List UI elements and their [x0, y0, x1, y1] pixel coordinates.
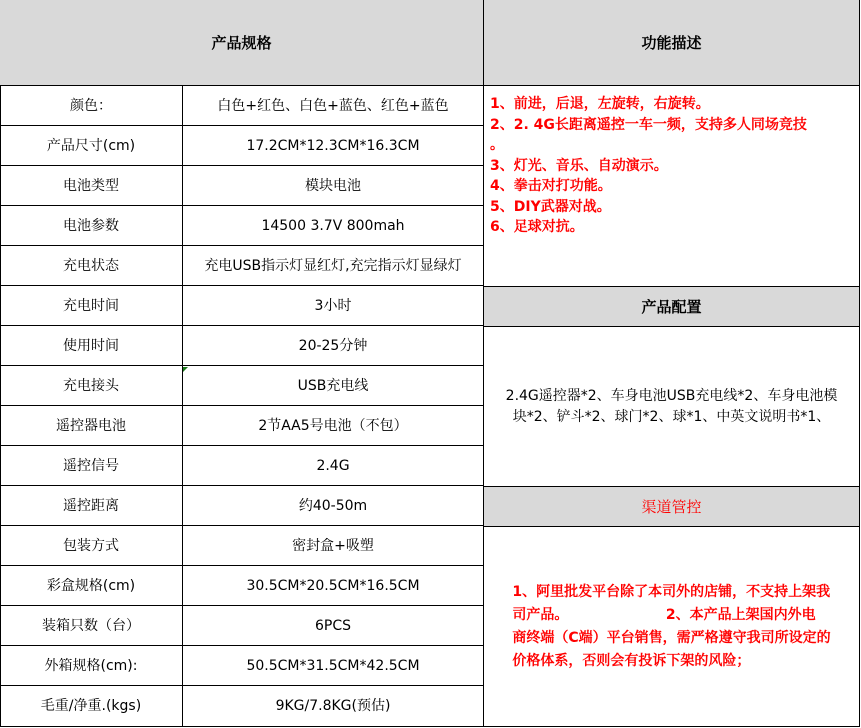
- function-line: 4、拳击对打功能。: [490, 178, 612, 194]
- spec-value-text: 3小时: [314, 297, 352, 314]
- function-desc-list: [484, 86, 860, 287]
- spec-value: [183, 126, 484, 166]
- spec-label: [0, 86, 183, 126]
- function-line: 。: [490, 137, 504, 153]
- spec-value: [183, 246, 484, 286]
- spec-label-text: 外箱规格(cm):: [44, 657, 138, 674]
- product-config-line: 块*2、铲斗*2、球门*2、球*1、中英文说明书*1、: [512, 408, 831, 425]
- spec-value: [183, 86, 484, 126]
- spec-label-text: 充电时间: [63, 297, 119, 314]
- spec-value: [183, 566, 484, 606]
- spec-value-text: 9KG/7.8KG(预估): [275, 698, 391, 714]
- spec-label: [0, 686, 183, 727]
- spec-value: [183, 166, 484, 206]
- spec-label: [0, 366, 183, 406]
- spec-label-text: 遥控器电池: [56, 417, 126, 434]
- product-config-header-text: 产品配置: [641, 297, 702, 316]
- spec-label: [0, 606, 183, 646]
- spec-value-text: 模块电池: [305, 177, 361, 194]
- channel-control-line: 1、阿里批发平台除了本司外的店铺，不支持上架我: [512, 583, 831, 600]
- spec-label-text: 充电状态: [63, 257, 119, 274]
- function-line: 5、DIY武器对战。: [490, 198, 611, 215]
- product-config-header: [484, 287, 860, 327]
- spec-label-text: 包装方式: [63, 537, 119, 554]
- spec-label-text: 遥控距离: [63, 497, 119, 514]
- spec-label: [0, 246, 183, 286]
- spec-label-text: 充电接头: [63, 377, 119, 394]
- spec-value-text: 6PCS: [314, 617, 351, 634]
- function-desc-header: [484, 0, 860, 86]
- spec-label: [0, 286, 183, 326]
- channel-control-line: 司产品。 2、本产品上架国内外电: [512, 606, 816, 623]
- spec-value-text: 50.5CM*31.5CM*42.5CM: [246, 657, 420, 674]
- spec-label: [0, 206, 183, 246]
- spec-value-text: 17.2CM*12.3CM*16.3CM: [246, 137, 420, 154]
- channel-control-header: [484, 487, 860, 527]
- cell-comment-marker: [183, 367, 188, 372]
- spec-value: [183, 526, 484, 566]
- spec-label-text: 毛重/净重.(kgs): [40, 698, 142, 714]
- spec-value-text: 密封盒+吸塑: [292, 537, 374, 554]
- product-spec-header: [0, 0, 484, 86]
- spec-label-text: 装箱只数（台）: [42, 617, 140, 634]
- spec-value: [183, 646, 484, 686]
- product-config-line: 2.4G遥控器*2、车身电池USB充电线*2、车身电池模: [505, 387, 838, 404]
- spec-label: [0, 646, 183, 686]
- product-config-content: [484, 327, 860, 487]
- function-line: 6、足球对抗。: [490, 219, 584, 235]
- spec-value-text: 约40-50m: [298, 497, 368, 514]
- spec-value: [183, 486, 484, 526]
- spec-value-text: 20-25分钟: [298, 337, 368, 354]
- spec-label: [0, 446, 183, 486]
- spec-value-text: USB充电线: [297, 377, 369, 394]
- spec-label-text: 颜色：: [70, 97, 112, 114]
- spec-value: [183, 686, 484, 727]
- spec-label: [0, 406, 183, 446]
- spec-value: [183, 606, 484, 646]
- spec-value: [183, 206, 484, 246]
- spec-label-text: 彩盒规格(cm): [46, 577, 136, 594]
- spec-label-text: 遥控信号: [63, 457, 119, 474]
- spec-label: [0, 326, 183, 366]
- spec-value-text: 2.4G: [316, 457, 350, 474]
- channel-control-header-text: 渠道管控: [641, 497, 702, 516]
- spec-label: [0, 166, 183, 206]
- spec-value: [183, 286, 484, 326]
- spec-value-text: 30.5CM*20.5CM*16.5CM: [246, 577, 420, 594]
- spec-value-text: 充电USB指示灯显红灯,充完指示灯显绿灯: [204, 257, 462, 274]
- product-spec-header-text: 产品规格: [211, 33, 272, 52]
- channel-control-content: [484, 527, 860, 727]
- channel-control-line: 价格体系，否则会有投诉下架的风险；: [512, 652, 751, 669]
- spec-value-text: 白色+红色、白色+蓝色、红色+蓝色: [217, 97, 449, 114]
- spec-label-text: 产品尺寸(cm): [46, 137, 136, 154]
- spec-value: [183, 446, 484, 486]
- spec-value: [183, 326, 484, 366]
- channel-control-line: 商终端（C端）平台销售，需严格遵守我司所设定的: [512, 629, 831, 646]
- spec-value: [183, 366, 484, 406]
- function-line: 2、2. 4G长距离遥控一车一频，支持多人同场竞技: [490, 116, 807, 133]
- spec-value: [183, 406, 484, 446]
- spec-label-text: 电池参数: [63, 217, 119, 234]
- spec-label: [0, 486, 183, 526]
- spec-value-text: 14500 3.7V 800mah: [261, 217, 405, 234]
- spec-label: [0, 526, 183, 566]
- spec-label-text: 电池类型: [63, 177, 119, 194]
- function-desc-header-text: 功能描述: [641, 33, 702, 52]
- function-line: 1、前进，后退，左旋转，右旋转。: [490, 96, 710, 112]
- spec-label: [0, 126, 183, 166]
- function-line: 3、灯光、音乐、自动演示。: [490, 157, 668, 174]
- spec-label-text: 使用时间: [63, 337, 119, 354]
- spec-value-text: 2节AA5号电池（不包）: [258, 417, 408, 434]
- spec-label: [0, 566, 183, 606]
